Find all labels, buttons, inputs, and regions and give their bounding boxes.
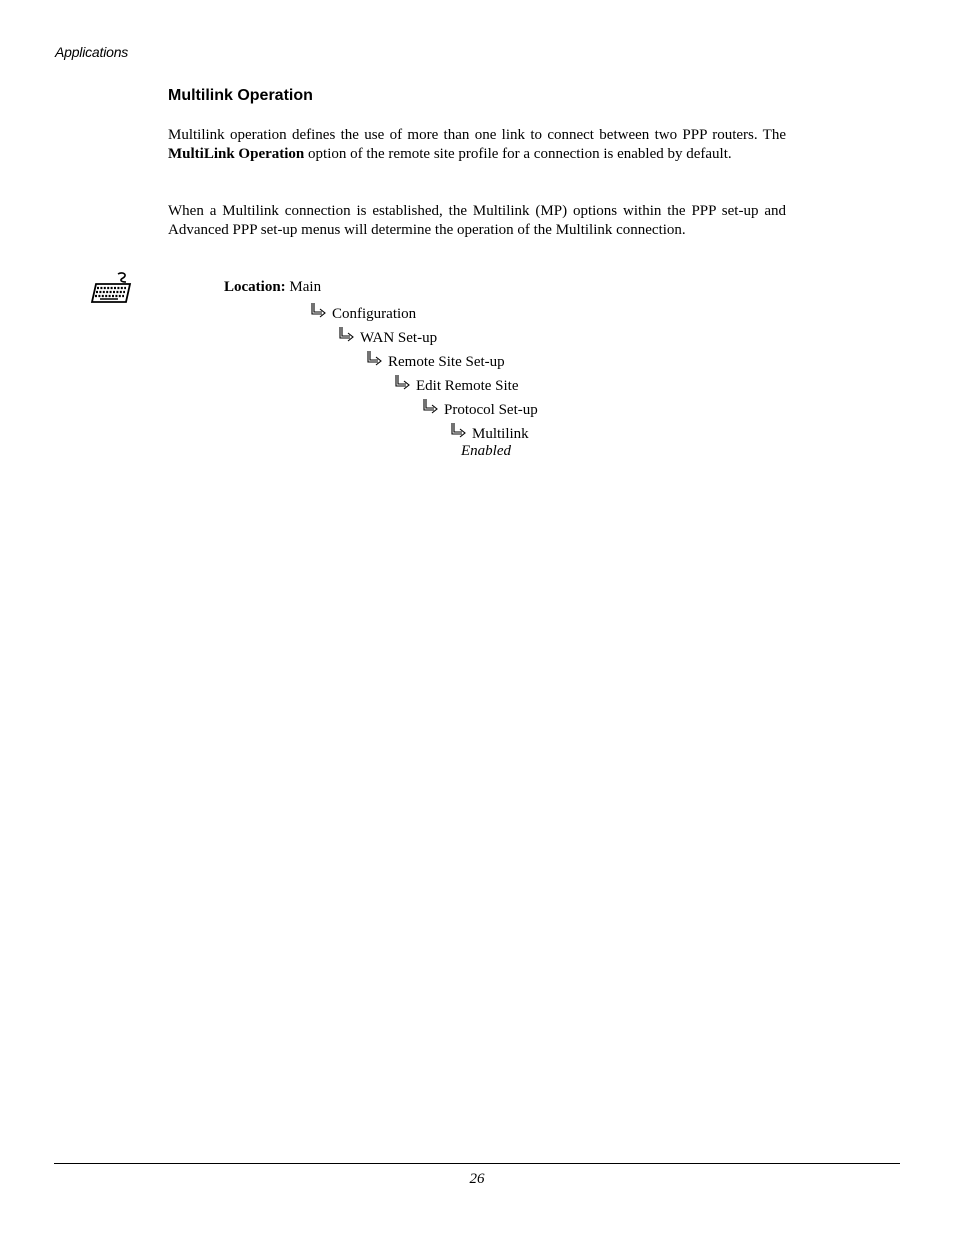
page-number: 26: [469, 1171, 485, 1187]
footer-divider: [54, 1163, 900, 1164]
menu-path-label: Configuration: [332, 306, 417, 322]
paragraph-text: option of the remote site profile for a connection is enabled by default.: [304, 146, 732, 163]
option-name: MultiLink Operation: [168, 146, 305, 163]
menu-path-label: Edit Remote Site: [416, 378, 519, 394]
paragraph-multilink-intro: [168, 126, 786, 165]
location-label: Location:: [224, 279, 286, 295]
menu-path-configuration: [309, 302, 416, 324]
hook-arrow-icon: [365, 350, 383, 368]
menu-path-edit-remote-site: [393, 374, 519, 396]
hook-arrow-icon: [309, 302, 327, 320]
menu-path-label: Protocol Set-up: [444, 402, 538, 418]
hook-arrow-icon: [337, 326, 355, 344]
menu-path-remote-site-setup: [365, 350, 505, 372]
menu-location: [224, 278, 321, 297]
menu-path-protocol-setup: [421, 398, 538, 420]
menu-path-label: WAN Set-up: [360, 330, 438, 346]
setting-value: Enabled: [461, 443, 511, 459]
menu-path-wan-setup: [337, 326, 437, 348]
location-root: Main: [289, 279, 322, 295]
section-heading: Multilink Operation: [168, 87, 313, 104]
menu-path-label: Multilink: [472, 426, 529, 442]
hook-arrow-icon: [449, 422, 467, 440]
menu-path-multilink: [449, 422, 529, 444]
paragraph-multilink-connection: When a Multilink connection is established, the Multilink (MP) options within the PPP set-up and Advanced PPP set-up menus will determine the operation of the Multilink connection.: [168, 203, 786, 239]
menu-path-label: Remote Site Set-up: [388, 354, 505, 370]
hook-arrow-icon: [393, 374, 411, 392]
hook-arrow-icon: [421, 398, 439, 416]
running-head: Applications: [55, 44, 129, 60]
paragraph-text: Multilink operation defines the use of more than one link to connect between two PPP routers. The: [168, 127, 786, 143]
keyboard-icon: [88, 272, 134, 304]
